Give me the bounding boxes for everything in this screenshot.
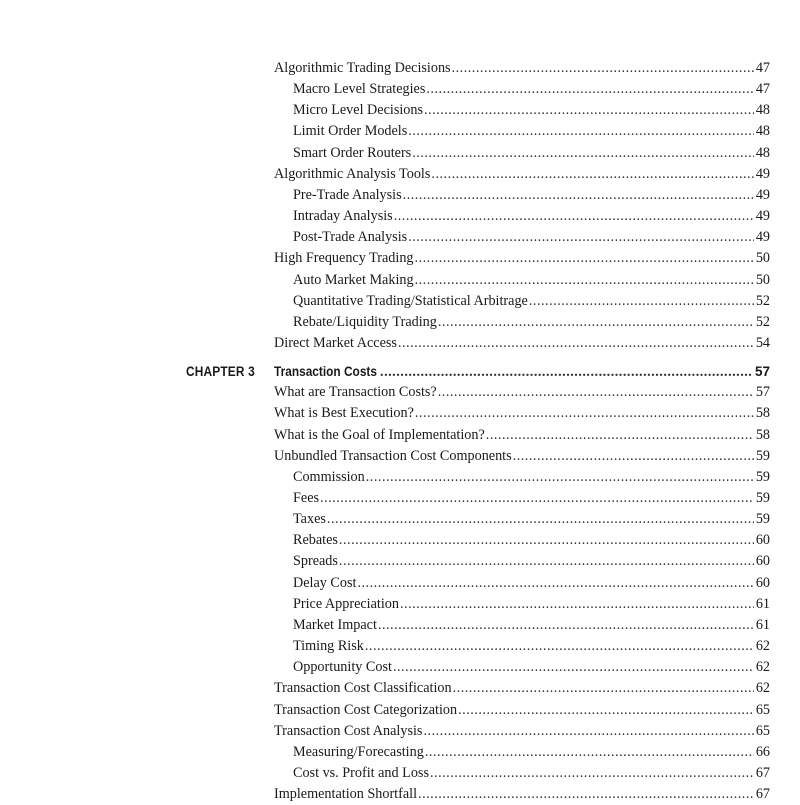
toc-entry-title: Measuring/Forecasting [293, 743, 424, 760]
toc-entry-page-number: 65 [755, 701, 770, 718]
toc-entry-title: Unbundled Transaction Cost Components [274, 447, 512, 464]
toc-entry-page-number: 61 [755, 595, 770, 612]
toc-entry-title: Transaction Cost Analysis [274, 722, 423, 739]
toc-entry-title: Micro Level Decisions [293, 102, 424, 119]
toc-entry-page-number: 48 [755, 123, 770, 140]
toc-entry-title: Algorithmic Trading Decisions [274, 60, 451, 76]
toc-entry-intraday-analysis[interactable] [293, 206, 770, 227]
dot-leader [418, 784, 754, 805]
dot-leader [431, 164, 753, 185]
toc-entry-title: Spreads [293, 553, 338, 570]
dot-leader [393, 657, 754, 678]
dot-leader [339, 551, 754, 572]
toc-entry-page-number: 59 [755, 447, 770, 464]
toc-entry-title: Algorithmic Analysis Tools [274, 165, 431, 182]
toc-entry-page-number: 50 [755, 271, 770, 288]
toc-entry-title: Implementation Shortfall [274, 786, 418, 803]
toc-entry-algorithmic-trading-decisions[interactable] [274, 58, 770, 79]
toc-entry-title: Market Impact [293, 616, 377, 633]
toc-entry-limit-order-models[interactable] [293, 121, 770, 142]
toc-entry-title: Post-Trade Analysis [293, 229, 408, 246]
toc-entry-page-number: 58 [755, 405, 770, 422]
dot-leader [366, 467, 754, 488]
toc-entry-title: Rebate/Liquidity Trading [293, 313, 437, 330]
toc-entry-title: Taxes [293, 511, 326, 528]
toc-entry-spreads[interactable] [293, 551, 770, 572]
toc-entry-page-number: 65 [755, 722, 770, 739]
dot-leader [394, 206, 754, 227]
toc-entry-page-number: 59 [755, 468, 770, 485]
toc-entry-title: Commission [293, 468, 365, 485]
toc-entry-opportunity-cost[interactable] [293, 657, 770, 678]
dot-leader [403, 185, 754, 206]
toc-entry-micro-level-decisions[interactable] [293, 100, 770, 121]
toc-entry-title: Macro Level Strategies [293, 81, 426, 98]
dot-leader [430, 763, 754, 784]
toc-entry-what-are-transaction-costs[interactable] [274, 382, 770, 403]
toc-entry-page-number: 49 [755, 229, 770, 246]
toc-entry-title: Delay Cost [293, 574, 357, 591]
toc-entry-title: Transaction Cost Classification [274, 680, 452, 697]
toc-entry-post-trade-analysis[interactable] [293, 227, 770, 248]
toc-entry-title: Rebates [293, 532, 338, 549]
dot-leader [438, 312, 754, 333]
toc-entry-title: Timing Risk [293, 638, 364, 655]
dot-leader [452, 58, 754, 79]
toc-entry-title: What are Transaction Costs? [274, 384, 437, 401]
dot-leader [415, 248, 754, 269]
toc-entry-page-number: 67 [755, 786, 770, 803]
toc-entry-what-is-best-execution[interactable] [274, 403, 770, 424]
toc-entry-delay-cost[interactable] [293, 573, 770, 594]
toc-entry-timing-risk[interactable] [293, 636, 770, 657]
dot-leader [339, 530, 754, 551]
toc-entry-title: Auto Market Making [293, 271, 414, 288]
toc-entry-page-number: 49 [755, 165, 770, 182]
toc-entry-title: Smart Order Routers [293, 144, 412, 161]
toc-entry-page-number: 61 [755, 616, 770, 633]
toc-entry-direct-market-access[interactable] [274, 333, 770, 354]
toc-entry-algorithmic-analysis-tools[interactable] [274, 164, 770, 185]
chapter-page-number: 57 [754, 363, 770, 379]
toc-entry-title: Limit Order Models [293, 123, 408, 140]
toc-entry-title: Fees [293, 490, 320, 506]
dot-leader [408, 227, 754, 248]
dot-leader [453, 678, 754, 699]
toc-entry-page-number: 62 [755, 638, 770, 655]
toc-chapter-heading[interactable] [274, 361, 770, 382]
dot-leader [458, 700, 754, 721]
dot-leader [415, 270, 754, 291]
toc-entry-quantitative-trading-statistical-arbitrage[interactable] [293, 291, 770, 312]
toc-entry-page-number: 60 [755, 553, 770, 570]
dot-leader [398, 333, 754, 354]
toc-entry-page-number: 66 [755, 743, 770, 760]
toc-entry-page-number: 47 [755, 81, 770, 98]
toc-entry-cost-vs-profit-and-loss[interactable] [293, 763, 770, 784]
dot-leader [412, 143, 754, 164]
toc-entry-smart-order-routers[interactable] [293, 143, 770, 164]
toc-entry-market-impact[interactable] [293, 615, 770, 636]
toc-entry-page-number: 62 [755, 659, 770, 676]
toc-entry-measuring-forecasting[interactable] [293, 742, 770, 763]
dot-leader [415, 403, 754, 424]
toc-entry-page-number: 49 [755, 208, 770, 225]
toc-entry-transaction-cost-classification[interactable] [274, 678, 770, 699]
toc-entry-title: Intraday Analysis [293, 208, 393, 225]
toc-entry-macro-level-strategies[interactable] [293, 79, 770, 100]
dot-leader [408, 121, 754, 142]
dot-leader [425, 742, 754, 763]
toc-entry-page-number: 48 [755, 102, 770, 119]
dot-leader [423, 721, 753, 742]
toc-entry-page-number: 52 [755, 292, 770, 309]
dot-leader [486, 425, 754, 446]
toc-entry-page-number: 49 [755, 186, 770, 203]
dot-leader [357, 573, 753, 594]
toc-entry-rebates[interactable] [293, 530, 770, 551]
toc-entry-page-number: 60 [755, 532, 770, 549]
toc-entry-high-frequency-trading[interactable] [274, 248, 770, 269]
toc-entry-page-number: 60 [755, 574, 770, 591]
dot-leader [424, 100, 754, 121]
toc-entry-title: Cost vs. Profit and Loss [293, 764, 429, 781]
toc-entry-pre-trade-analysis[interactable] [293, 185, 770, 206]
toc-entry-title: Direct Market Access [274, 334, 397, 351]
toc-entry-page-number: 62 [755, 680, 770, 697]
toc-entry-what-is-the-goal-of-implementation[interactable] [274, 425, 770, 446]
toc-entry-page-number: 48 [755, 144, 770, 161]
toc-entry-page-number: 57 [755, 384, 770, 401]
toc-entry-price-appreciation[interactable] [293, 594, 770, 615]
toc-entry-commission[interactable] [293, 467, 770, 488]
toc-entry-title: What is Best Execution? [274, 405, 414, 422]
dot-leader [529, 291, 754, 312]
toc-entry-page-number: 59 [755, 511, 770, 528]
chapter-label: CHAPTER 3 [186, 363, 255, 379]
toc-entry-page-number: 50 [755, 250, 770, 267]
dot-leader [438, 382, 754, 403]
toc-entry-taxes[interactable] [293, 509, 770, 530]
toc-entry-transaction-cost-categorization[interactable] [274, 700, 770, 721]
toc-entry-title: Price Appreciation [293, 595, 399, 612]
dot-leader [320, 488, 754, 509]
toc-entry-title: Transaction Cost Categorization [274, 701, 458, 718]
toc-entry-rebate-liquidity-trading[interactable] [293, 312, 770, 333]
toc-entry-auto-market-making[interactable] [293, 270, 770, 291]
toc-entry-title: Pre-Trade Analysis [293, 186, 402, 203]
chapter-title: Transaction Costs [274, 363, 377, 379]
toc-entry-fees[interactable] [293, 488, 770, 509]
toc-entry-implementation-shortfall[interactable] [274, 784, 770, 805]
toc-entry-title: Opportunity Cost [293, 659, 392, 676]
dot-leader [327, 509, 754, 530]
dot-leader [400, 594, 754, 615]
dot-leader [365, 636, 754, 657]
dot-leader [426, 79, 753, 100]
toc-entry-page-number: 58 [755, 426, 770, 443]
toc-entry-page-number: 59 [755, 490, 770, 506]
dot-leader [513, 446, 754, 467]
toc-entry-title: What is the Goal of Implementation? [274, 426, 485, 443]
dot-leader [378, 615, 754, 636]
toc-entry-page-number: 52 [755, 313, 770, 330]
toc-entry-title: Quantitative Trading/Statistical Arbitrage [293, 292, 528, 309]
toc-entry-transaction-cost-analysis[interactable] [274, 721, 770, 742]
toc-entry-page-number: 47 [755, 60, 770, 76]
toc-entry-page-number: 67 [755, 764, 770, 781]
toc-entry-unbundled-transaction-cost-components[interactable] [274, 446, 770, 467]
dot-leader [380, 362, 753, 383]
toc-entry-title: High Frequency Trading [274, 250, 414, 267]
toc-entry-page-number: 54 [755, 334, 770, 351]
